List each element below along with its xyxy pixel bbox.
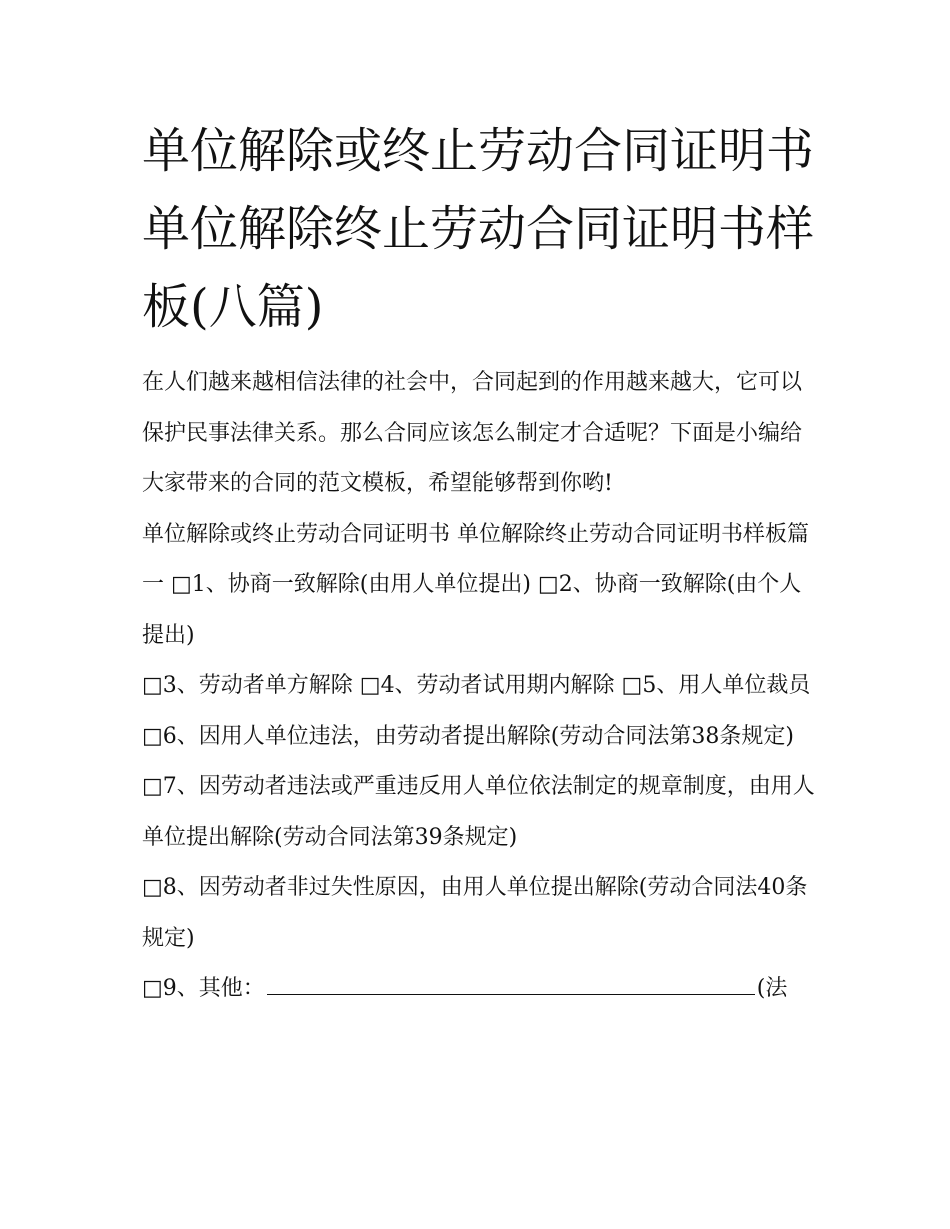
option-9-paragraph <box>142 964 822 1015</box>
intro-paragraph: 在人们越来越相信法律的社会中，合同起到的作用越来越大，它可以保护民事法律关系。那么合同应该怎么制定才合适呢？下面是小编给大家带来的合同的范文模板，希望能够帮到你哟! <box>142 370 803 496</box>
option-8-paragraph: □8、因劳动者非过失性原因，由用人单位提出解除(劳动合同法40条规定) <box>142 875 808 951</box>
option-9-suffix: (法 <box>756 976 788 1001</box>
document-body <box>142 112 822 1015</box>
option-7-paragraph: □7、因劳动者违法或严重违反用人单位依法制定的规章制度，由用人单位提出解除(劳动合同法第39条规定) <box>142 774 815 850</box>
option-9-blank-line <box>267 993 755 995</box>
section-heading-paragraph: 单位解除或终止劳动合同证明书 单位解除终止劳动合同证明书样板篇一 □1、协商一致解除(由用人单位提出) □2、协商一致解除(由个人提出) <box>142 521 809 648</box>
options-3-to-6-paragraph: □3、劳动者单方解除 □4、劳动者试用期内解除 □5、用人单位裁员 □6、因用人单位违法，由劳动者提出解除(劳动合同法第38条规定) <box>142 673 811 749</box>
document-title: 单位解除或终止劳动合同证明书 单位解除终止劳动合同证明书样板(八篇) <box>142 123 815 335</box>
option-9-label: □9、其他： <box>142 976 265 1001</box>
